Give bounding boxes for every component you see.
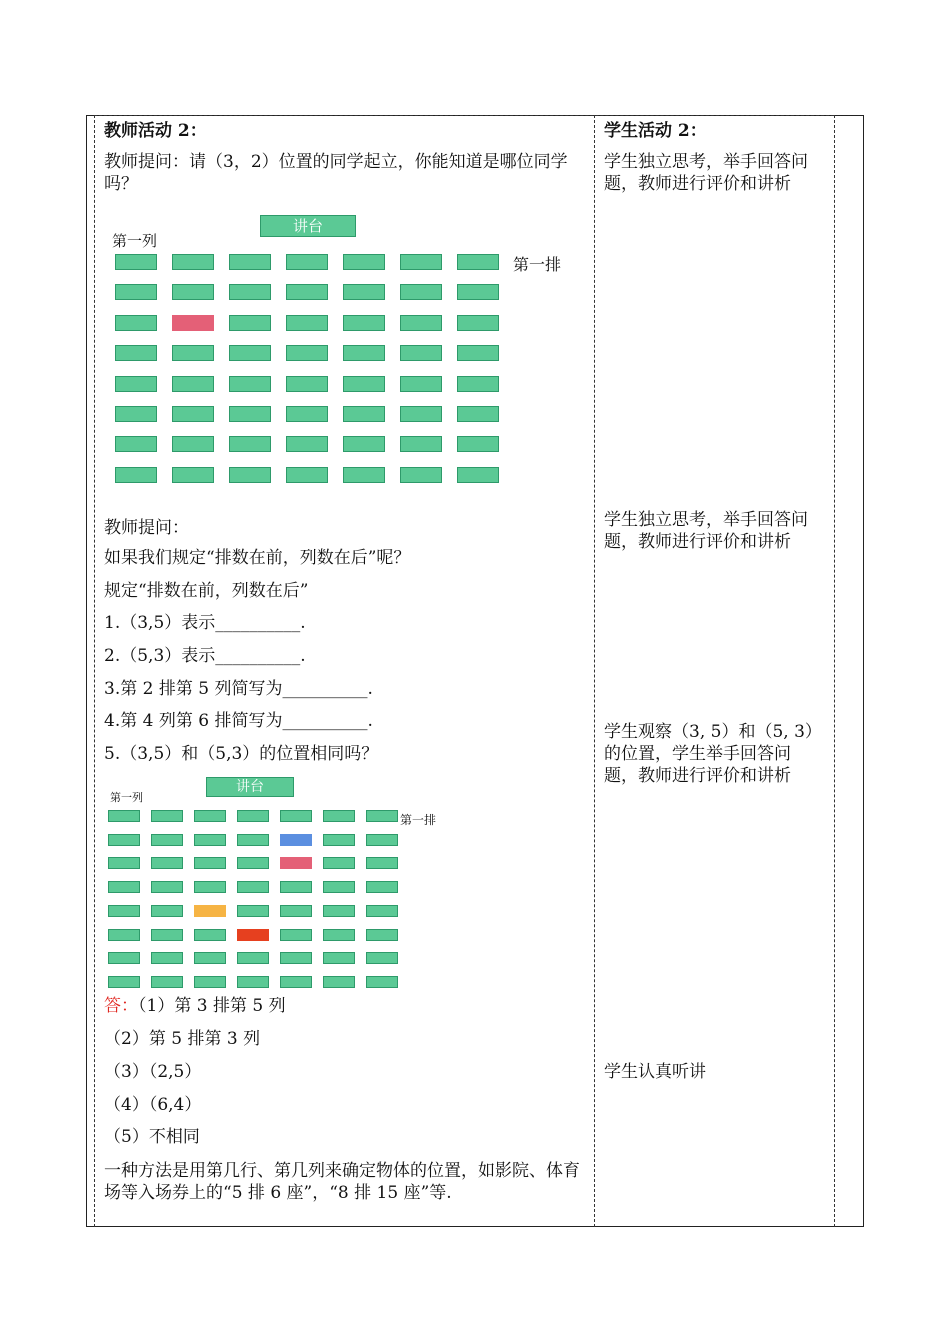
seat-r8-c2 [172, 467, 214, 483]
seat-r1-c6 [400, 254, 442, 270]
seat-r7-c3 [229, 436, 271, 452]
seat-r4-c6 [400, 345, 442, 361]
seat-r5-c4 [237, 905, 269, 917]
seat-r4-c2 [151, 881, 183, 893]
seat-r2-c2 [151, 834, 183, 846]
lesson-table [86, 115, 864, 1227]
row-divider-top [94, 115, 834, 116]
seat-r2-c2 [172, 284, 214, 300]
seat-r6-c5 [280, 929, 312, 941]
seat-r5-c3 [229, 376, 271, 392]
seat-r2-c7 [457, 284, 499, 300]
seat-r3-c4 [237, 857, 269, 869]
seat-r1-c4 [237, 810, 269, 822]
rule-statement: 规定“排数在前，列数在后” [104, 581, 309, 601]
seat-r3-c3 [229, 315, 271, 331]
exercise-item: 3.第 2 排第 5 列简写为__________. [104, 679, 373, 699]
seat-r2-c5 [343, 284, 385, 300]
seat-r1-c2 [151, 810, 183, 822]
column-divider-middle [594, 115, 595, 1227]
seat-r3-c4 [286, 315, 328, 331]
student-note: 学生认真听讲 [604, 1062, 706, 1082]
seat-r3-c2 [151, 857, 183, 869]
seat-r8-c7 [457, 467, 499, 483]
seat-r2-c3 [229, 284, 271, 300]
seat-r7-c5 [343, 436, 385, 452]
seat-r1-c3 [229, 254, 271, 270]
seat-r2-c3 [194, 834, 226, 846]
seat-r1-c3 [194, 810, 226, 822]
exercise-item: 1.（3,5）表示__________. [104, 613, 306, 633]
seat-r7-c1 [115, 436, 157, 452]
seat-r4-c4 [237, 881, 269, 893]
seat-r7-c6 [400, 436, 442, 452]
seat-r7-c2 [172, 436, 214, 452]
seat-r6-c5 [343, 406, 385, 422]
answer-label: 答： [104, 996, 138, 1016]
teacher-heading: 教师活动 2： [104, 121, 207, 141]
first-row-label: 第一排 [400, 813, 437, 827]
seat-r5-c2 [172, 376, 214, 392]
seat-r1-c1 [115, 254, 157, 270]
seat-r7-c1 [108, 952, 140, 964]
seat-r8-c5 [280, 976, 312, 988]
first-row-label: 第一排 [513, 255, 562, 274]
seat-r4-c1 [108, 881, 140, 893]
teacher-question-2-intro: 教师提问： [104, 518, 189, 538]
seat-r6-c6 [400, 406, 442, 422]
seat-r8-c5 [343, 467, 385, 483]
seat-r7-c2 [151, 952, 183, 964]
student-note: 学生独立思考，举手回答问题，教师进行评价和讲析 [604, 510, 808, 552]
seat-r6-c7 [457, 406, 499, 422]
seat-r5-c7 [457, 376, 499, 392]
student-note: 学生独立思考，举手回答问题，教师进行评价和讲析 [604, 152, 808, 194]
answer-item: （3）（2,5） [104, 1062, 202, 1082]
seat-r4-c3 [229, 345, 271, 361]
answer-item: （2）第 5 排第 3 列 [104, 1029, 261, 1049]
exercise-item: 4.第 4 列第 6 排简写为__________. [104, 711, 373, 731]
seat-r8-c1 [108, 976, 140, 988]
seat-r4-c2 [172, 345, 214, 361]
seat-r2-c4 [237, 834, 269, 846]
seat-r3-c7 [366, 857, 398, 869]
seat-r8-c2 [151, 976, 183, 988]
podium-label: 讲台 [260, 215, 356, 237]
seat-r6-c1 [115, 406, 157, 422]
seat-r2-c7 [366, 834, 398, 846]
seat-r8-c4 [237, 976, 269, 988]
exercise-item: 2.（5,3）表示__________. [104, 646, 306, 666]
seat-r6-c4 [286, 406, 328, 422]
answer-item: （5）不相同 [104, 1127, 200, 1147]
seat-r1-c5 [343, 254, 385, 270]
column-divider-left [94, 115, 95, 1227]
seat-r5-c5 [343, 376, 385, 392]
answer-item: （1）第 3 排第 5 列 [138, 996, 286, 1016]
seat-r7-c7 [366, 952, 398, 964]
seat-r7-c3 [194, 952, 226, 964]
seat-r1-c6 [323, 810, 355, 822]
seat-r1-c4 [286, 254, 328, 270]
seat-r3-c5 [280, 857, 312, 869]
first-column-label: 第一列 [112, 232, 158, 250]
seat-r8-c7 [366, 976, 398, 988]
seat-r5-c7 [366, 905, 398, 917]
seat-r6-c3 [229, 406, 271, 422]
seat-r1-c2 [172, 254, 214, 270]
seat-r8-c1 [115, 467, 157, 483]
seat-r4-c3 [194, 881, 226, 893]
seat-r5-c6 [323, 905, 355, 917]
seat-r6-c6 [323, 929, 355, 941]
seat-r4-c1 [115, 345, 157, 361]
seat-r5-c4 [286, 376, 328, 392]
seat-r4-c5 [343, 345, 385, 361]
conclusion-text: 一种方法是用第几行、第几列来确定物体的位置，如影院、体育场等入场券上的“5 排 6 座”，“8 排 15 座”等. [104, 1161, 580, 1203]
seat-r6-c2 [172, 406, 214, 422]
seat-r3-c2 [172, 315, 214, 331]
teacher-question-1: 教师提问：请（3，2）位置的同学起立，你能知道是哪位同学吗？ [104, 152, 568, 194]
student-note: 学生观察（3, 5）和（5, 3）的位置，学生举手回答问题，教师进行评价和讲析 [604, 722, 822, 786]
seat-r1-c7 [457, 254, 499, 270]
seat-r4-c4 [286, 345, 328, 361]
seat-r7-c5 [280, 952, 312, 964]
seat-r5-c1 [115, 376, 157, 392]
seat-r3-c6 [323, 857, 355, 869]
seat-r7-c4 [237, 952, 269, 964]
seat-r5-c5 [280, 905, 312, 917]
seat-r2-c1 [115, 284, 157, 300]
seat-r8-c4 [286, 467, 328, 483]
seat-r1-c7 [366, 810, 398, 822]
seat-r5-c2 [151, 905, 183, 917]
first-column-label: 第一列 [110, 791, 143, 804]
student-heading: 学生活动 2： [604, 121, 707, 141]
seat-r4-c7 [457, 345, 499, 361]
seat-r3-c5 [343, 315, 385, 331]
seat-r3-c3 [194, 857, 226, 869]
seat-r4-c7 [366, 881, 398, 893]
seat-r6-c7 [366, 929, 398, 941]
seat-r6-c4 [237, 929, 269, 941]
column-divider-right [834, 115, 835, 1227]
seat-r3-c1 [108, 857, 140, 869]
podium-label: 讲台 [206, 777, 294, 797]
seat-r7-c6 [323, 952, 355, 964]
seat-r7-c7 [457, 436, 499, 452]
seat-r2-c6 [400, 284, 442, 300]
seat-r2-c4 [286, 284, 328, 300]
seat-r4-c5 [280, 881, 312, 893]
seat-r1-c5 [280, 810, 312, 822]
seat-r6-c1 [108, 929, 140, 941]
seat-r2-c5 [280, 834, 312, 846]
exercise-item: 5.（3,5）和（5,3）的位置相同吗？ [104, 744, 379, 764]
teacher-question-2: 如果我们规定“排数在前，列数在后”呢？ [104, 548, 411, 568]
seat-r2-c6 [323, 834, 355, 846]
seat-r3-c6 [400, 315, 442, 331]
seat-r2-c1 [108, 834, 140, 846]
seat-r5-c1 [108, 905, 140, 917]
answer-item: （4）（6,4） [104, 1095, 202, 1115]
seat-r6-c2 [151, 929, 183, 941]
seat-r8-c3 [194, 976, 226, 988]
seat-r5-c6 [400, 376, 442, 392]
seat-r5-c3 [194, 905, 226, 917]
seat-r3-c7 [457, 315, 499, 331]
seat-r8-c6 [400, 467, 442, 483]
seat-r8-c3 [229, 467, 271, 483]
seat-r3-c1 [115, 315, 157, 331]
seat-r7-c4 [286, 436, 328, 452]
seat-r4-c6 [323, 881, 355, 893]
answer-line [104, 995, 286, 1017]
seat-r1-c1 [108, 810, 140, 822]
seat-r8-c6 [323, 976, 355, 988]
seat-r6-c3 [194, 929, 226, 941]
